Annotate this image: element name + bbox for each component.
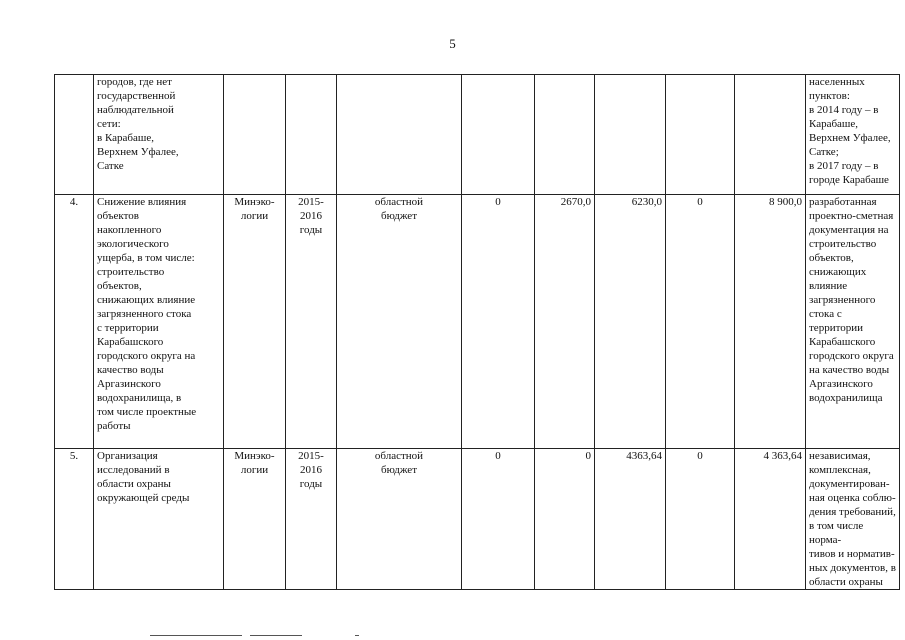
row-number-cell	[55, 75, 94, 195]
table-row	[55, 75, 900, 195]
executor-line: логии	[240, 464, 269, 476]
measure-name-line: Снижение влияния	[97, 196, 187, 208]
measure-name-line: окружающей среды	[97, 492, 190, 504]
expected-result-line: влияние	[809, 280, 848, 292]
row-number-cell: 5.	[55, 449, 94, 590]
measure-name-line: накопленного	[97, 224, 162, 236]
period-line: 2016	[300, 210, 322, 222]
period-cell	[286, 449, 337, 590]
expected-result-line: комплексная,	[809, 464, 871, 476]
program-table	[54, 74, 900, 590]
expected-result-cell	[806, 75, 900, 195]
funding-source-cell	[337, 195, 462, 449]
period-line: годы	[299, 224, 323, 236]
row-number-cell: 4.	[55, 195, 94, 449]
amount-total-cell	[735, 75, 806, 195]
measure-name-line: работы	[97, 420, 131, 432]
expected-result-line: Верхнем Уфалее,	[809, 132, 891, 144]
expected-result-line: проектно-сметная	[809, 210, 894, 222]
period-line: 2016	[300, 464, 322, 476]
measure-name-line: с территории	[97, 322, 159, 334]
measure-name-line: наблюдательной	[97, 104, 174, 116]
expected-result-line: ных документов, в	[809, 562, 896, 574]
funding-source-cell	[337, 75, 462, 195]
expected-result-line: Карабашского	[809, 336, 876, 348]
page-number: 5	[449, 36, 456, 51]
measure-name-line: загрязненного стока	[97, 308, 192, 320]
executor-cell	[224, 75, 286, 195]
period-line: 2015-	[298, 196, 324, 208]
expected-result-line: Аргазинского	[809, 378, 873, 390]
amount-2016-cell	[595, 75, 666, 195]
amount-2017-cell: 0	[666, 449, 735, 590]
amount-2017-cell: 0	[666, 195, 735, 449]
funding-source-line: бюджет	[381, 210, 417, 222]
expected-result-line: городе Карабаше	[809, 174, 889, 186]
executor-line: Минэко-	[234, 196, 275, 208]
expected-result-line: стока с территории	[809, 308, 864, 334]
measure-name-line: государственной	[97, 90, 176, 102]
amount-2015-cell: 2670,0	[535, 195, 595, 449]
program-table-body	[55, 75, 900, 590]
funding-source-line: бюджет	[381, 464, 417, 476]
amount-2014-cell	[462, 75, 535, 195]
measure-name-line: качество воды	[97, 364, 164, 376]
period-cell	[286, 75, 337, 195]
measure-name-line: снижающих влияние	[97, 294, 196, 306]
expected-result-line: дения требований,	[809, 506, 896, 518]
expected-result-line: Сатке;	[809, 146, 839, 158]
expected-result-line: в 2017 году – в	[809, 160, 879, 172]
expected-result-line: загрязненного	[809, 294, 876, 306]
measure-name-line: том числе проектные	[97, 406, 197, 418]
expected-result-line: строительство	[809, 238, 877, 250]
amount-2014-cell: 0	[462, 195, 535, 449]
measure-name-line: строительство	[97, 266, 165, 278]
measure-name-line: в Карабаше,	[97, 132, 154, 144]
measure-name-line: городского округа на	[97, 350, 196, 362]
amount-total-cell: 8 900,0	[735, 195, 806, 449]
expected-result-cell	[806, 195, 900, 449]
period-line: годы	[299, 478, 323, 490]
measure-name-line: ущерба, в том числе:	[97, 252, 195, 264]
expected-result-line: снижающих	[809, 266, 867, 278]
period-line: 2015-	[298, 450, 324, 462]
amount-2015-cell: 0	[535, 449, 595, 590]
amount-total-cell: 4 363,64	[735, 449, 806, 590]
measure-name-line: исследований в	[97, 464, 170, 476]
table-row	[55, 449, 900, 590]
executor-line: логии	[240, 210, 269, 222]
expected-result-line: водохранилища	[809, 392, 883, 404]
amount-2016-cell: 4363,64	[595, 449, 666, 590]
executor-line: Минэко-	[234, 450, 275, 462]
measure-name-line: сети:	[97, 118, 121, 130]
amount-2017-cell	[666, 75, 735, 195]
expected-result-line: Карабаше,	[809, 118, 859, 130]
expected-result-line: независимая,	[809, 450, 871, 462]
executor-cell	[224, 195, 286, 449]
measure-name-cell	[94, 195, 224, 449]
measure-name-line: водохранилища, в	[97, 392, 182, 404]
measure-name-line: Организация	[97, 450, 158, 462]
expected-result-line: городского округа	[809, 350, 894, 362]
expected-result-line: документация на	[809, 224, 889, 236]
expected-result-line: на качество воды	[809, 364, 890, 376]
measure-name-line: Верхнем Уфалее,	[97, 146, 179, 158]
measure-name-line: экологического	[97, 238, 169, 250]
period-cell	[286, 195, 337, 449]
funding-source-line: областной	[374, 196, 424, 208]
measure-name-line: объектов,	[97, 280, 142, 292]
expected-result-line: объектов,	[809, 252, 854, 264]
amount-2016-cell: 6230,0	[595, 195, 666, 449]
table-row	[55, 195, 900, 449]
expected-result-line: населенных	[809, 76, 865, 88]
measure-name-cell	[94, 449, 224, 590]
amount-2014-cell: 0	[462, 449, 535, 590]
executor-cell	[224, 449, 286, 590]
amount-2015-cell	[535, 75, 595, 195]
measure-name-line: области охраны	[97, 478, 171, 490]
measure-name-line: объектов	[97, 210, 139, 222]
bottom-scan-marks	[150, 632, 450, 638]
measure-name-line: городов, где нет	[97, 76, 172, 88]
measure-name-line: Карабашского	[97, 336, 164, 348]
funding-source-line: областной	[374, 450, 424, 462]
expected-result-line: разработанная	[809, 196, 877, 208]
expected-result-line: в 2014 году – в	[809, 104, 879, 116]
expected-result-line: в том числе норма-	[809, 520, 864, 546]
expected-result-cell	[806, 449, 900, 590]
expected-result-line: области охраны	[809, 576, 883, 588]
measure-name-line: Аргазинского	[97, 378, 161, 390]
expected-result-line: пунктов:	[809, 90, 850, 102]
measure-name-cell	[94, 75, 224, 195]
expected-result-line: ная оценка соблю-	[809, 492, 896, 504]
measure-name-line: Сатке	[97, 160, 124, 172]
funding-source-cell	[337, 449, 462, 590]
expected-result-line: документирован-	[809, 478, 890, 490]
expected-result-line: тивов и норматив-	[809, 548, 895, 560]
